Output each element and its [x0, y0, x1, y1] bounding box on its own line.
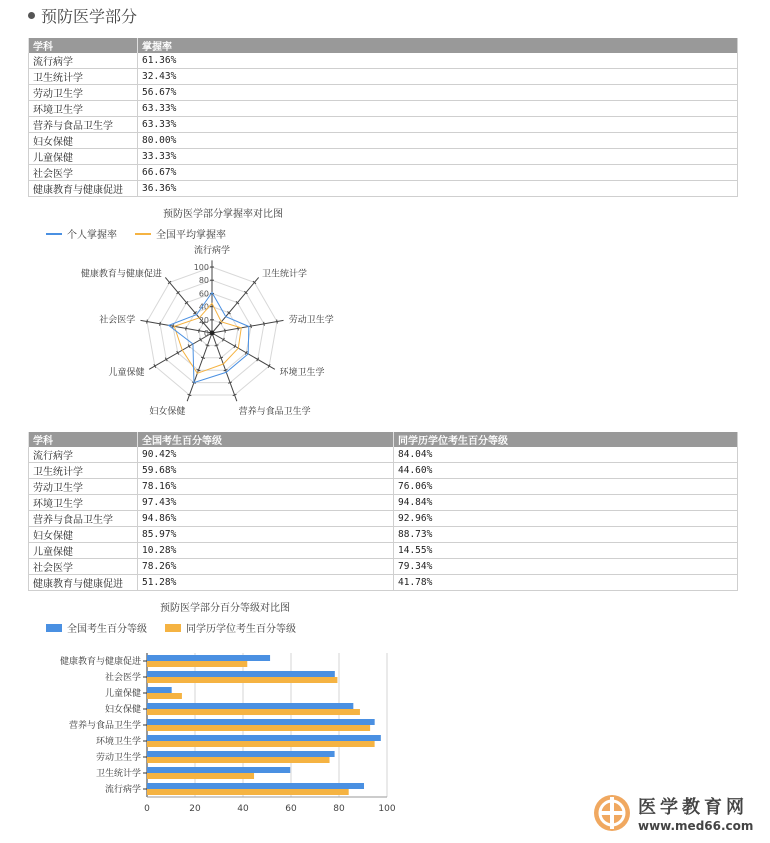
cell-subject: 流行病学	[29, 53, 138, 69]
cell-value: 10.28%	[138, 543, 394, 559]
bar-axis-label: 环境卫生学	[95, 737, 141, 747]
cell-value: 90.42%	[138, 447, 394, 463]
svg-text:60: 60	[198, 289, 209, 299]
bar-national[interactable]	[147, 703, 353, 709]
radar-axis-label: 环境卫生学	[279, 367, 325, 378]
bar-national[interactable]	[147, 735, 381, 741]
table-row	[29, 495, 738, 511]
bar-peer[interactable]	[147, 693, 182, 699]
bar-peer[interactable]	[147, 741, 375, 747]
bar-legend	[46, 620, 308, 635]
cell-value: 33.33%	[138, 149, 738, 165]
bar-axis-label: 健康教育与健康促进	[59, 657, 141, 667]
cell-value: 78.16%	[138, 479, 394, 495]
svg-text:60: 60	[285, 804, 297, 814]
cell-value: 94.84%	[394, 495, 738, 511]
logo[interactable]	[592, 793, 753, 833]
table-row	[29, 69, 738, 85]
cell-subject: 妇女保健	[29, 527, 138, 543]
table-header-row	[29, 38, 738, 53]
cell-value: 78.26%	[138, 559, 394, 575]
cell-value: 94.86%	[138, 511, 394, 527]
table-row	[29, 101, 738, 117]
cell-value: 79.34%	[394, 559, 738, 575]
cell-subject: 营养与食品卫生学	[29, 117, 138, 133]
svg-text:20: 20	[189, 804, 201, 814]
logo-name: 医学教育网	[638, 797, 748, 818]
legend-swatch-blue	[46, 233, 62, 235]
mastery-table	[28, 38, 738, 197]
cell-value: 85.97%	[138, 527, 394, 543]
bar-peer[interactable]	[147, 725, 370, 731]
bar-national[interactable]	[147, 655, 270, 661]
table-row	[29, 165, 738, 181]
legend-swatch-blue	[46, 624, 62, 632]
cell-value: 63.33%	[138, 101, 738, 117]
bar-axis-label: 儿童保健	[104, 689, 141, 699]
cell-subject: 儿童保健	[29, 543, 138, 559]
bar-national[interactable]	[147, 687, 172, 693]
cell-value: 32.43%	[138, 69, 738, 85]
cell-value: 76.06%	[394, 479, 738, 495]
cell-subject: 社会医学	[29, 165, 138, 181]
cell-subject: 劳动卫生学	[29, 479, 138, 495]
bar-chart-title: 预防医学部分百分等级对比图	[160, 603, 290, 614]
table-row	[29, 575, 738, 591]
col-header-subject: 学科	[29, 432, 138, 447]
cell-value: 88.73%	[394, 527, 738, 543]
legend-label: 同学历学位考生百分等级	[186, 624, 296, 635]
legend-swatch-orange	[135, 233, 151, 235]
cell-value: 66.67%	[138, 165, 738, 181]
percentile-table	[28, 432, 738, 591]
bar-national[interactable]	[147, 751, 335, 757]
cell-value: 44.60%	[394, 463, 738, 479]
bar-national[interactable]	[147, 767, 290, 773]
cell-subject: 儿童保健	[29, 149, 138, 165]
logo-url: www.med66.com	[638, 819, 754, 833]
col-header-national: 全国考生百分等级	[138, 432, 394, 447]
table-row	[29, 463, 738, 479]
cell-value: 59.68%	[138, 463, 394, 479]
table-row	[29, 53, 738, 69]
bar-peer[interactable]	[147, 677, 337, 683]
bar-axis-label: 社会医学	[104, 673, 141, 683]
table-row	[29, 133, 738, 149]
svg-text:100: 100	[378, 804, 396, 814]
table-row	[29, 479, 738, 495]
svg-text:0: 0	[203, 329, 209, 338]
table-row	[29, 149, 738, 165]
bar-chart	[50, 645, 410, 825]
bar-peer[interactable]	[147, 757, 330, 763]
svg-text:100: 100	[193, 263, 209, 272]
svg-text:80: 80	[198, 276, 209, 286]
svg-text:40: 40	[198, 302, 209, 312]
radar-axis-label: 健康教育与健康促进	[80, 269, 162, 280]
svg-text:20: 20	[198, 315, 209, 325]
cell-value: 51.28%	[138, 575, 394, 591]
svg-text:40: 40	[237, 804, 249, 814]
cell-value: 14.55%	[394, 543, 738, 559]
logo-icon	[592, 793, 632, 833]
bar-peer[interactable]	[147, 709, 360, 715]
cell-value: 97.43%	[138, 495, 394, 511]
radar-axis-label: 营养与食品卫生学	[238, 407, 311, 418]
table-row	[29, 527, 738, 543]
bar-national[interactable]	[147, 783, 364, 789]
col-header-mastery: 掌握率	[138, 38, 738, 53]
table-row	[29, 511, 738, 527]
cell-value: 80.00%	[138, 133, 738, 149]
col-header-subject: 学科	[29, 38, 138, 53]
legend-label: 全国平均掌握率	[156, 230, 226, 241]
cell-subject: 社会医学	[29, 559, 138, 575]
svg-text:80: 80	[333, 804, 345, 814]
bullet-icon	[28, 12, 35, 19]
legend-swatch-orange	[165, 624, 181, 632]
bar-peer[interactable]	[147, 773, 254, 779]
table-header-row	[29, 432, 738, 447]
cell-value: 92.96%	[394, 511, 738, 527]
radar-axis-label: 妇女保健	[149, 407, 186, 418]
table-row	[29, 117, 738, 133]
table-row	[29, 559, 738, 575]
bar-axis-label: 妇女保健	[104, 705, 141, 715]
cell-value: 63.33%	[138, 117, 738, 133]
legend-item-peer[interactable]	[165, 620, 296, 635]
radar-axis-label: 流行病学	[193, 246, 231, 257]
bar-axis-label: 劳动卫生学	[95, 753, 141, 763]
table-row	[29, 543, 738, 559]
bar-peer[interactable]	[147, 789, 349, 795]
cell-subject: 健康教育与健康促进	[29, 181, 138, 197]
table-row	[29, 447, 738, 463]
cell-value: 61.36%	[138, 53, 738, 69]
bar-axis-label: 卫生统计学	[95, 769, 141, 779]
legend-item-personal[interactable]	[46, 226, 117, 241]
cell-subject: 环境卫生学	[29, 495, 138, 511]
cell-value: 41.78%	[394, 575, 738, 591]
svg-text:0: 0	[144, 804, 150, 814]
radar-chart	[60, 243, 430, 423]
radar-chart-title: 预防医学部分掌握率对比图	[163, 209, 283, 220]
radar-legend	[46, 226, 238, 241]
section-title	[28, 4, 137, 27]
bar-national[interactable]	[147, 671, 335, 677]
col-header-peer: 同学历学位考生百分等级	[394, 432, 738, 447]
legend-item-national[interactable]	[46, 620, 147, 635]
legend-label: 全国考生百分等级	[67, 624, 147, 635]
cell-subject: 卫生统计学	[29, 463, 138, 479]
bar-axis-label: 流行病学	[104, 785, 141, 795]
radar-axis-label: 劳动卫生学	[288, 315, 334, 326]
bar-axis-label: 营养与食品卫生学	[68, 721, 141, 731]
cell-value: 84.04%	[394, 447, 738, 463]
cell-subject: 流行病学	[29, 447, 138, 463]
cell-value: 56.67%	[138, 85, 738, 101]
section-title-text: 预防医学部分	[41, 7, 138, 26]
cell-subject: 营养与食品卫生学	[29, 511, 138, 527]
legend-label: 个人掌握率	[67, 230, 117, 241]
cell-subject: 妇女保健	[29, 133, 138, 149]
bar-peer[interactable]	[147, 661, 247, 667]
table-row	[29, 181, 738, 197]
cell-value: 36.36%	[138, 181, 738, 197]
table-row	[29, 85, 738, 101]
legend-item-national[interactable]	[135, 226, 226, 241]
bar-national[interactable]	[147, 719, 375, 725]
cell-subject: 卫生统计学	[29, 69, 138, 85]
radar-axis-label: 社会医学	[99, 315, 136, 326]
cell-subject: 环境卫生学	[29, 101, 138, 117]
radar-axis-label: 儿童保健	[108, 367, 145, 378]
radar-axis-label: 卫生统计学	[262, 269, 308, 280]
cell-subject: 健康教育与健康促进	[29, 575, 138, 591]
cell-subject: 劳动卫生学	[29, 85, 138, 101]
